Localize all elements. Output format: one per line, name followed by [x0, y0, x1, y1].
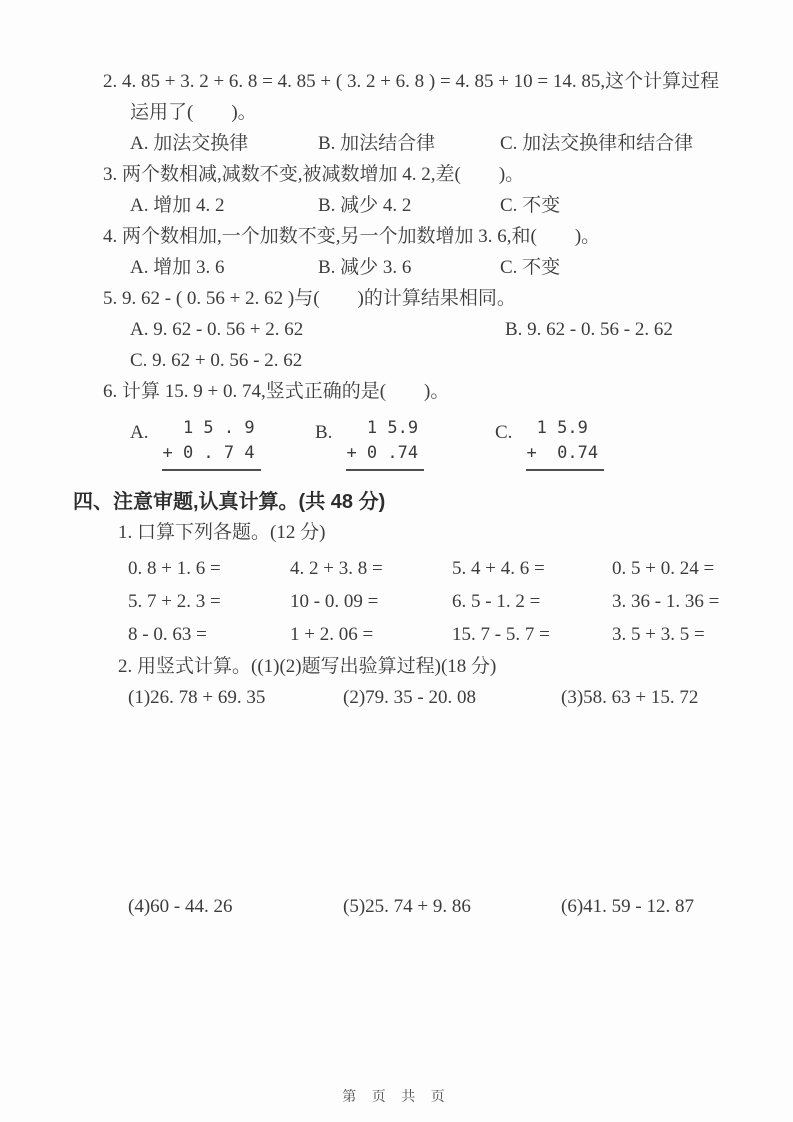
addend-bottom: + 0.74 [526, 441, 604, 471]
written-problem: (1)26. 78 + 69. 35 [128, 687, 266, 708]
addend-top: 1 5.9 [346, 418, 419, 438]
oral-problem: 10 - 0. 09 = [290, 591, 379, 612]
addend-bottom: + 0 . 7 4 [162, 441, 260, 471]
oral-problem: 0. 5 + 0. 24 = [612, 558, 715, 579]
question-2 [73, 66, 757, 159]
option-c-vertical-form [526, 416, 604, 471]
option-a-label: A. [130, 422, 149, 443]
question-2-text-continued: 运用了( )。 [130, 102, 257, 123]
oral-problem: 8 - 0. 63 = [128, 624, 207, 645]
written-problem: (5)25. 74 + 9. 86 [343, 896, 471, 917]
page-footer: 第 页 共 页 [342, 1090, 451, 1105]
oral-calculation-grid [128, 552, 757, 651]
oral-problem: 4. 2 + 3. 8 = [290, 558, 383, 579]
question-5-options-row-2 [130, 345, 757, 376]
question-6 [73, 376, 757, 471]
addend-top: 1 5 . 9 [162, 418, 255, 438]
question-5-options-row-1 [130, 314, 757, 345]
addend-top: 1 5.9 [526, 418, 588, 438]
question-6-text: 6. 计算 15. 9 + 0. 74,竖式正确的是( )。 [103, 381, 450, 402]
vertical-form-option-c [495, 416, 604, 471]
question-5-text: 5. 9. 62 - ( 0. 56 + 2. 62 )与( )的计算结果相同。 [103, 288, 516, 309]
written-problem: (2)79. 35 - 20. 08 [343, 687, 476, 708]
oral-problem: 3. 5 + 3. 5 = [612, 624, 705, 645]
oral-problem: 0. 8 + 1. 6 = [128, 558, 221, 579]
question-3-options [130, 190, 757, 221]
question-5-option-b: B. 9. 62 - 0. 56 - 2. 62 [505, 319, 673, 340]
oral-problem: 1 + 2. 06 = [290, 624, 374, 645]
written-problem: (6)41. 59 - 12. 87 [561, 896, 694, 917]
question-2-option-c: C. 加法交换律和结合律 [500, 133, 694, 154]
question-6-options [130, 416, 757, 471]
oral-problem: 5. 4 + 4. 6 = [452, 558, 545, 579]
blank-working-space [73, 713, 757, 891]
question-3-text: 3. 两个数相减,减数不变,被减数增加 4. 2,差( )。 [103, 164, 525, 185]
oral-problem: 15. 7 - 5. 7 = [452, 624, 550, 645]
section-4-calculation [73, 487, 757, 922]
question-2-text: 2. 4. 85 + 3. 2 + 6. 8 = 4. 85 + ( 3. 2 + 6. 8 ) = 4. 85 + 10 = 14. 85,这个计算过程 [103, 71, 720, 92]
oral-calculation-title: 1. 口算下列各题。(12 分) [118, 522, 326, 543]
written-problem: (4)60 - 44. 26 [128, 896, 233, 917]
option-b-label: B. [315, 422, 333, 443]
written-calculation-title: 2. 用竖式计算。((1)(2)题写出验算过程)(18 分) [118, 656, 497, 677]
question-3 [73, 159, 757, 221]
question-4-option-a: A. 增加 3. 6 [130, 257, 225, 278]
oral-problem: 3. 36 - 1. 36 = [612, 591, 720, 612]
option-b-vertical-form [346, 416, 424, 471]
question-5 [73, 283, 757, 376]
section-4-header: 四、注意审题,认真计算。(共 48 分) [73, 491, 386, 513]
question-4-option-b: B. 减少 3. 6 [318, 257, 412, 278]
question-4-text: 4. 两个数相加,一个加数不变,另一个加数增加 3. 6,和( )。 [103, 226, 601, 247]
written-problems-row-1 [128, 682, 757, 713]
question-5-option-a: A. 9. 62 - 0. 56 + 2. 62 [130, 319, 304, 340]
option-a-vertical-form [162, 416, 260, 471]
written-problem: (3)58. 63 + 15. 72 [561, 687, 699, 708]
vertical-form-option-b [315, 416, 495, 471]
question-2-options [130, 128, 757, 159]
vertical-form-option-a [130, 416, 315, 471]
addend-bottom: + 0 .74 [346, 441, 424, 471]
question-2-option-a: A. 加法交换律 [130, 133, 249, 154]
question-3-option-a: A. 增加 4. 2 [130, 195, 225, 216]
question-4-options [130, 252, 757, 283]
question-4-option-c: C. 不变 [500, 257, 561, 278]
question-5-option-c: C. 9. 62 + 0. 56 - 2. 62 [130, 350, 303, 371]
question-4 [73, 221, 757, 283]
option-c-label: C. [495, 422, 513, 443]
written-problems-row-2 [128, 891, 757, 922]
question-2-option-b: B. 加法结合律 [318, 133, 436, 154]
question-3-option-c: C. 不变 [500, 195, 561, 216]
question-3-option-b: B. 减少 4. 2 [318, 195, 412, 216]
oral-problem: 6. 5 - 1. 2 = [452, 591, 541, 612]
oral-problem: 5. 7 + 2. 3 = [128, 591, 221, 612]
